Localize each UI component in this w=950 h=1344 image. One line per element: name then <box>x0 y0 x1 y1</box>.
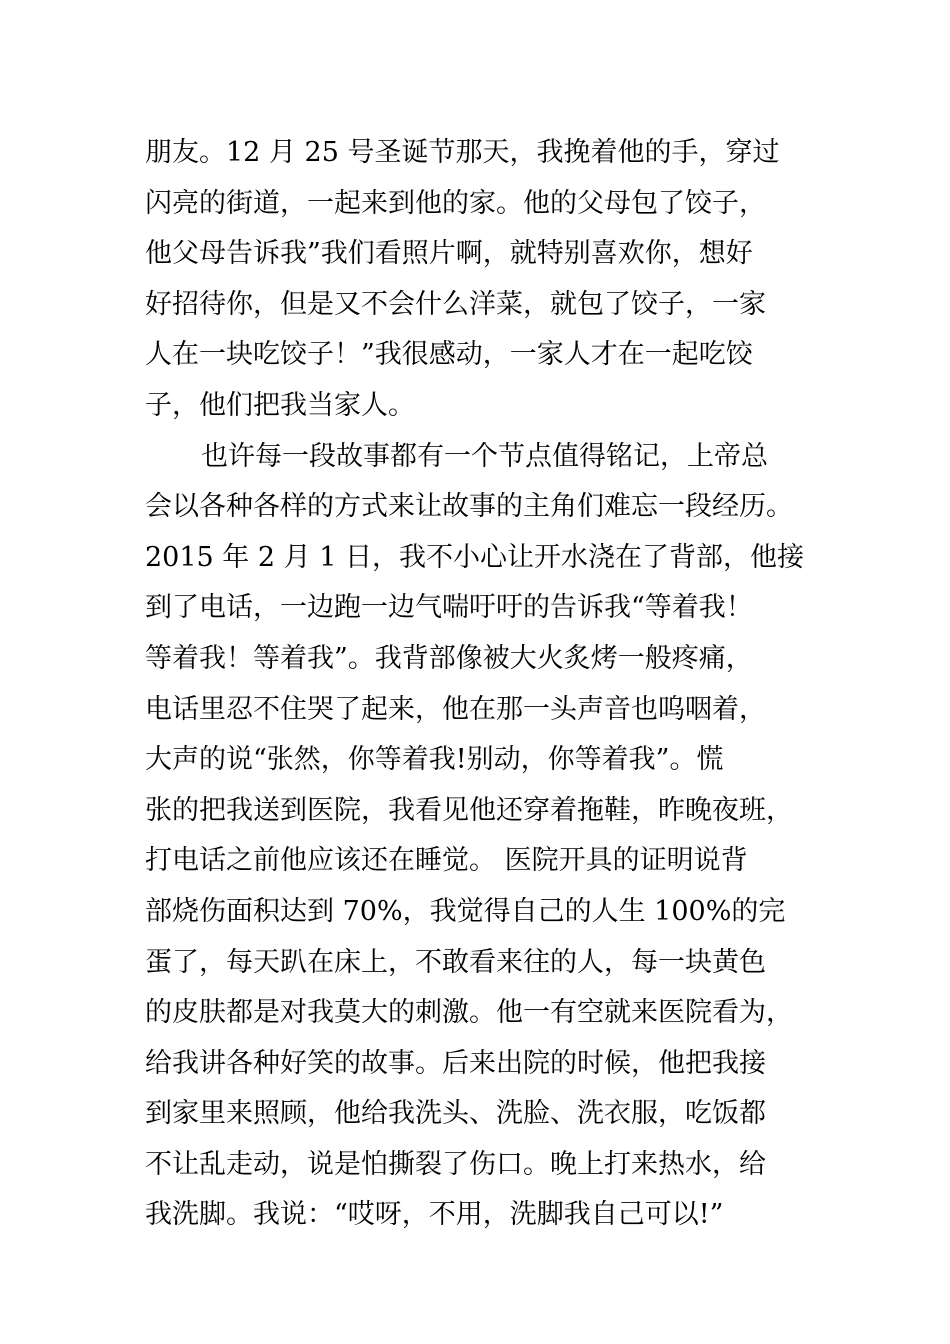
text-line: 闪亮的街道，一起来到他的家。他的父母包了饺子， <box>145 187 766 219</box>
text-line: 蛋了，每天趴在床上，不敢看来往的人，每一块黄色 <box>145 946 766 978</box>
text-line: 朋友。12 月 25 号圣诞节那天，我挽着他的手，穿过 <box>145 137 780 168</box>
text-line: 子，他们把我当家人。 <box>145 389 415 421</box>
text-line: 他父母告诉我”我们看照片啊，就特别喜欢你，想好 <box>145 238 753 270</box>
text-line: 不让乱走动，说是怕撕裂了伤口。晚上打来热水，给 <box>145 1148 766 1180</box>
text-line: 部烧伤面积达到 70%，我觉得自己的人生 100%的完 <box>145 895 786 927</box>
text-line: 也许每一段故事都有一个节点值得铭记，上帝总 <box>201 440 768 472</box>
text-line: 好招待你，但是又不会什么洋菜，就包了饺子，一家 <box>145 288 766 320</box>
text-line: 给我讲各种好笑的故事。后来出院的时候，他把我接 <box>145 1047 766 1079</box>
text-line: 大声的说“张然，你等着我!别动，你等着我”。慌 <box>145 744 724 776</box>
text-line: 到了电话，一边跑一边气喘吁吁的告诉我“等着我！ <box>145 592 753 624</box>
text-line: 我洗脚。我说：“哎呀，不用，洗脚我自己可以!” <box>145 1199 724 1231</box>
text-line: 2015 年 2 月 1 日，我不小心让开水浇在了背部，他接 <box>145 541 804 573</box>
text-line: 电话里忍不住哭了起来，他在那一头声音也呜咽着， <box>145 693 766 725</box>
body-text <box>145 128 835 1241</box>
text-line: 打电话之前他应该还在睡觉。 医院开具的证明说背 <box>145 845 748 877</box>
text-line: 会以各种各样的方式来让故事的主角们难忘一段经历。 <box>145 491 793 523</box>
text-line: 到家里来照顾，他给我洗头、洗脸、洗衣服，吃饭都 <box>145 1098 766 1130</box>
text-line: 人在一块吃饺子！”我很感动，一家人才在一起吃饺 <box>145 339 753 371</box>
text-line: 的皮肤都是对我莫大的刺激。他一有空就来医院看为， <box>145 997 793 1029</box>
text-line: 等着我！等着我”。我背部像被大火炙烤一般疼痛， <box>145 642 753 674</box>
text-line: 张的把我送到医院，我看见他还穿着拖鞋，昨晚夜班， <box>145 794 793 826</box>
